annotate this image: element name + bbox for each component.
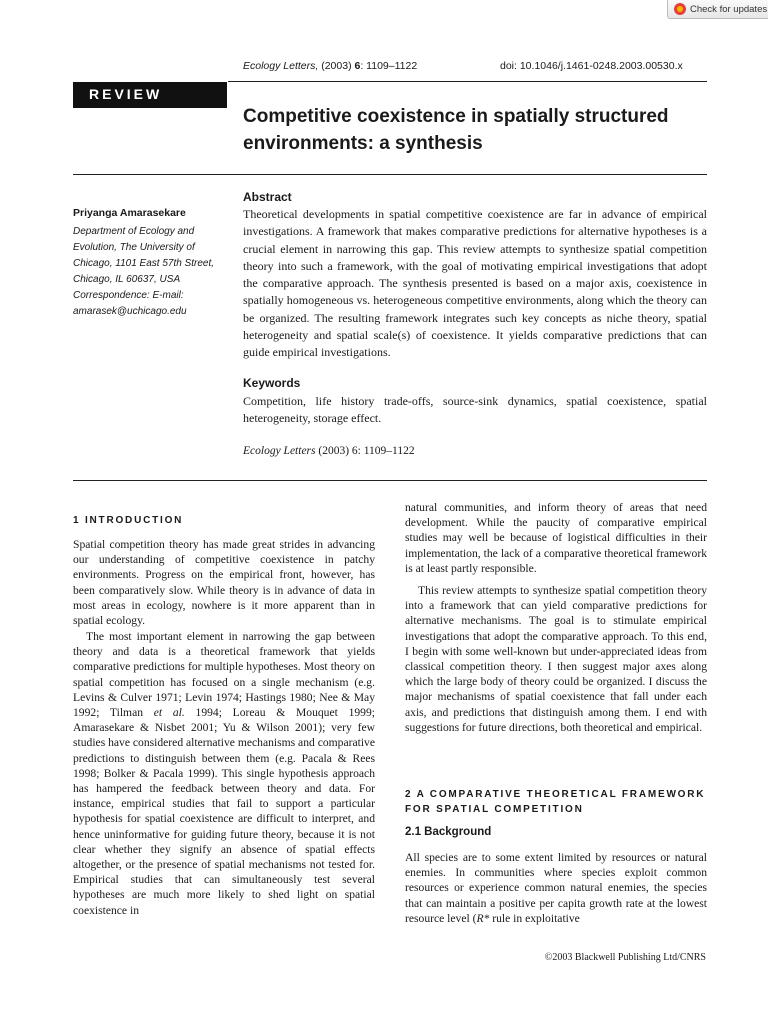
background-p1-rstar: R* bbox=[476, 911, 490, 925]
author-affiliation: Department of Ecology and Evolution, The University of Chicago, 1101 East 57th Street, Chicago, IL 60637, USA bbox=[73, 226, 215, 285]
abstract-heading: Abstract bbox=[243, 190, 292, 204]
background-p1-part2: rule in exploitative bbox=[489, 911, 580, 925]
intro-paragraph-3: This review attempts to synthesize spatial competition theory into a framework that can yield comparative predictions for alternative mechanisms. The goal is to stimulate empirical investigations that adopt the comparative approach. To this end, I begin with some well-known but under-appreciated ideas from classical competition theory. I then suggest major axes along which the large body of theory could be organized. I discuss the major mechanisms of spatial coexistence that fall under each axis, and predictions that distinguish among them. I end with suggestions for future directions, both theoretical and empirical. bbox=[405, 584, 707, 734]
copyright-footer: ©2003 Blackwell Publishing Ltd/CNRS bbox=[544, 952, 706, 963]
subsection-heading-background: 2.1 Background bbox=[405, 826, 492, 838]
abstract-text: Theoretical developments in spatial competitive coexistence are far in advance of empirical investigations. A framework that makes comparative predictions for alternative hypotheses is a crucial element in narrowing this gap. This review attempts to synthesize spatial competition theory into such a framework, with the goal of motivating empirical investigations that adopt the comparative approach. The synthesis presented is based on a major axis, coexistence in spatially homogeneous vs. heterogeneous competitive environments, along which the theory can be organized. The resulting framework integrates such key concepts as niche theory, spatial heterogeneity and spatial scale(s) of coexistence. It yields comparative predictions that can guide empirical investigations. bbox=[243, 207, 707, 360]
section-heading-framework bbox=[405, 787, 707, 817]
journal-year: (2003) bbox=[318, 60, 355, 72]
article-title: Competitive coexistence in spatially structured environments: a synthesis bbox=[243, 106, 669, 154]
journal-name: Ecology Letters, bbox=[243, 60, 319, 72]
intro-paragraph-2-continued: natural communities, and inform theory of areas that need development. While the paucity of comparative empirical studies may well be because of logistical difficulties in their implementation, the lack of a comparative theoretical framework is at least partly responsible. bbox=[405, 501, 707, 575]
intro-paragraph-1: Spatial competition theory has made great strides in advancing our understanding of competitive coexistence in patchy environments. Progress on the empirical front, however, has been comparatively slow. While theory is in advance of data in most areas in ecology, nowhere is it more apparent than in spatial ecology. bbox=[73, 538, 375, 628]
check-for-updates-button[interactable] bbox=[667, 0, 768, 19]
section-heading-framework-line1: 2 A COMPARATIVE THEORETICAL FRAMEWORK bbox=[405, 789, 706, 800]
abstract-rule bbox=[73, 480, 707, 481]
article-type-label: REVIEW bbox=[73, 82, 227, 108]
title-rule bbox=[73, 174, 707, 175]
section-heading-introduction: 1 INTRODUCTION bbox=[73, 515, 184, 526]
journal-pages: : 1109–1122 bbox=[360, 60, 418, 72]
background-paragraph-1 bbox=[405, 850, 707, 926]
citation bbox=[243, 445, 415, 457]
intro-paragraph-2 bbox=[73, 629, 375, 918]
check-for-updates-label: Check for updates bbox=[690, 3, 768, 15]
intro-p2-part1: The most important element in narrowing the gap between theory and data is a theoretical framework that yields comparative predictions for multiple hypotheses. Most theory on spatial competition has focused on a single mechanism (e.g. Levins & Culver 1971; Levin 1974; Hastings 1980; Nee & May 1992; Tilman bbox=[73, 630, 375, 720]
citation-details: (2003) 6: 1109–1122 bbox=[315, 445, 415, 457]
journal-volume: 6 bbox=[354, 60, 361, 72]
top-rule bbox=[228, 81, 707, 82]
intro-p2-part2: 1994; Loreau & Mouquet 1999; Amarasekare & Nisbet 2001; Yu & Wilson 2001); very few studies have considered alternative mechanisms and comparative predictions to distinguish between them (e.g. Pacala & Rees 1998; Bolker & Pacala 1999). This single hypothesis approach has hampered the feedback between theory and data. For instance, empirical studies that fail to support a particular hypothesis for spatial coexistence are difficult to interpret, and hence uninformative for guiding future theory, because it is not clear whether they signify an absence of spatial effects altogether, or the presence of spatial mechanisms not tested for. Empirical studies that can simultaneously test several hypotheses are much more likely to shed light on spatial coexistence in bbox=[73, 706, 375, 917]
section-heading-framework-line2: FOR SPATIAL COMPETITION bbox=[405, 804, 584, 815]
keywords-heading: Keywords bbox=[243, 376, 301, 390]
keywords-text: Competition, life history trade-offs, source-sink dynamics, spatial coexistence, spatial heterogeneity, storage effect. bbox=[243, 394, 707, 426]
intro-p2-etal: et al. bbox=[153, 706, 185, 720]
author-name: Priyanga Amarasekare bbox=[73, 207, 186, 219]
doi[interactable]: doi: 10.1046/j.1461-0248.2003.00530.x bbox=[500, 60, 683, 72]
author-block bbox=[73, 207, 233, 320]
journal-reference bbox=[243, 60, 417, 72]
citation-journal: Ecology Letters bbox=[243, 445, 316, 457]
crossmark-icon bbox=[674, 3, 686, 15]
background-p1-part1: All species are to some extent limited by resources or natural enemies. In communities where species exploit common resources or experience common natural enemies, the species that can maintain a positive per capita growth rate at the lowest resource level ( bbox=[405, 851, 707, 925]
author-correspondence[interactable]: Correspondence: E-mail: amarasek@uchicago.edu bbox=[73, 290, 187, 317]
